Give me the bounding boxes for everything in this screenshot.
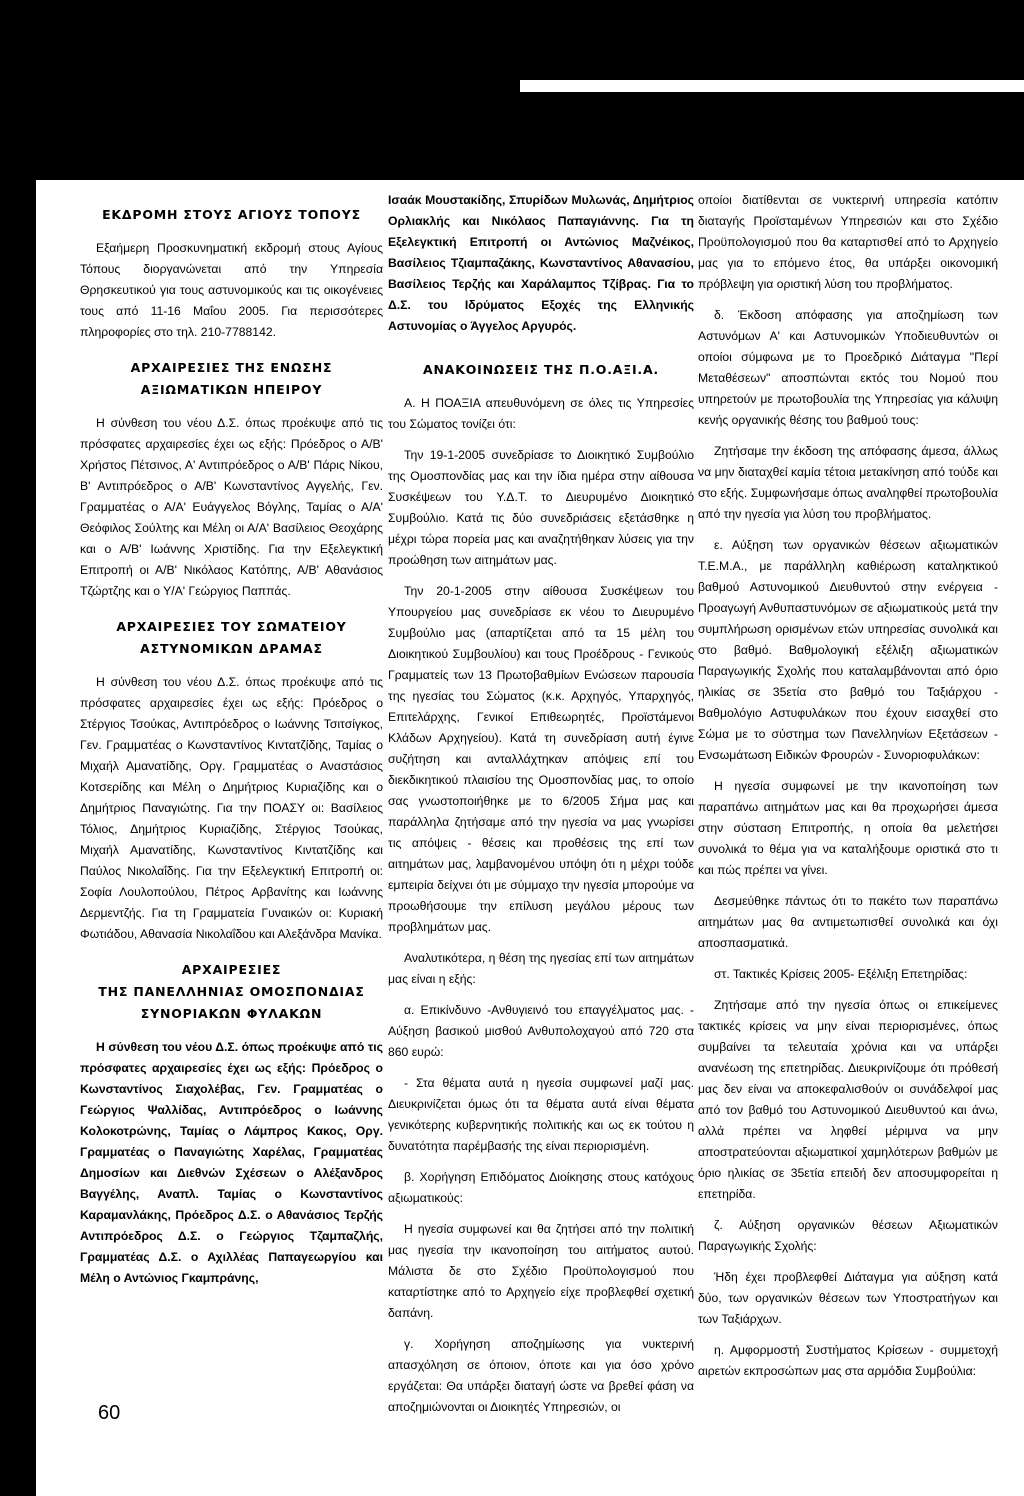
- page-number: 60: [98, 1402, 121, 1424]
- heading-line: ΑΞΙΩΜΑΤΙΚΩΝ ΗΠΕΙΡΟΥ: [140, 382, 323, 397]
- column-2: [388, 190, 694, 1428]
- column-3: [698, 190, 998, 1392]
- paragraph-a: Α. Η ΠΟΑΞΙΑ απευθυνόμενη σε όλες τις Υπηρεσίες του Σώματος τονίζει ότι:: [388, 396, 694, 431]
- heading-line: ΑΡΧΑΙΡΕΣΙΕΣ ΤΟΥ ΣΩΜΑΤΕΙΟΥ: [116, 619, 347, 634]
- paragraph-item-z-answer: Ήδη έχει προβλεφθεί Διάταγμα για αύξηση κατά δύο, των οργανικών θέσεων των Υποστρατήγων και των Ταξιάρχων.: [698, 1270, 998, 1326]
- heading-border-guards-elections: [80, 959, 383, 1025]
- column-1: [80, 190, 383, 1299]
- paragraph-drama-elections: Η σύνθεση του νέου Δ.Σ. όπως προέκυψε από τις πρόσφατες αρχαιρεσίες έχει ως εξής: Πρόεδρος ο Στέργιος Τσούκας, Αντιπρόεδρος ο Ιωάννης Τσιτσίγκος, Γεν. Γραμματέας ο Κωνσταντίνος Κιντατζίδης, Ταμίας ο Μιχαήλ Αμανατίδης, Οργ. Γραμματέας ο Αναστάσιος Κοτσερίδης και Μέλη ο Δημήτριος Κυριαζίδης και ο Δημήτριος Παναγιώτης. Για την ΠΟΑΣΥ οι: Βασίλειος Τόλιος, Δημήτριος Κυριαζίδης, Στέργιος Τσούκας, Μιχαήλ Αμανατίδης, Κωνσταντίνος Κιντατζίδης και Παύλος Νικολαΐδης. Για την Εξελεγκτική Επιτροπή οι: Σοφία Λουλοπούλου, Πέτρος Αρβανίτης και Ιωάννης Δερμεντζής. Για τη Γραμματεία Γυναικών οι: Κυριακή Φωτιάδου, Αθανασία Νικολαΐδου και Αλεξάνδρα Μανίκα.: [80, 675, 383, 941]
- magazine-page: [36, 180, 1024, 1496]
- paragraph-border-guards-elections: Η σύνθεση του νέου Δ.Σ. όπως προέκυψε από τις πρόσφατες αρχαιρεσίες έχει ως εξής: Πρόεδρος ο Κωνσταντίνος Σιαχολέβας, Γεν. Γραμματέας ο Γεώργιος Ψαλλίδας, Αντιπρόεδρος ο Ιωάννης Κολοκοτρώνης, Ταμίας ο Λάμπρος Κακος, Οργ. Γραμματέας ο Παναγιώτης Χαρέλας, Γραμματέας Δημοσίων και Διεθνών Σχέσεων ο Αλέξανδρος Βαγγέλης, Αναπλ. Ταμίας ο Κωνσταντίνος Καραμανλάκης, Πρόεδρος Δ.Σ. ο Αθανάσιος Τερζής Αντιπρόεδρος Δ.Σ. ο Γεώργιος Τζαμπαζλής, Γραμματέας Δ.Σ. ο Αχιλλέας Παπαγεωργίου και Μέλη ο Αντώνιος Γκαμπράνης,: [80, 1040, 383, 1285]
- heading-holy-land-trip: ΕΚΔΡΟΜΗ ΣΤΟΥΣ ΑΓΙΟΥΣ ΤΟΠΟΥΣ: [102, 207, 361, 222]
- paragraph-item-c: γ. Χορήγηση αποζημίωσης για νυκτερινή απασχόληση σε όποιον, όποτε και για όσο χρόνο εργάζεται: Θα υπάρξει διαταγή ώστε να βρεθεί φάση να αποζημιώνονται οι Διοικητές Υπηρεσιών, οι: [388, 1337, 694, 1414]
- paragraph-item-d: δ. Έκδοση απόφασης για αποζημίωση των Αστυνόμων Α' και Αστυνομικών Υποδιευθυντών οι οποίοι σύμφωνα με το Προεδρικό Διάταγμα "Περί Μεταθέσεων" αποσπώνται εκτός του Νομού που υπηρετούν με πρωτοβουλία της Υπηρεσίας για κάλυψη κενής οργανικής θέσης του βαθμού τους:: [698, 308, 998, 427]
- paragraph-item-c-continued: οποίοι διατίθενται σε νυκτερινή υπηρεσία κατόπιν διαταγής Προϊσταμένων Υπηρεσιών και στο Σχέδιο Προϋπολογισμού που θα καταρτισθεί από το Αρχηγείο μας για το επόμενο έτος, θα υπάρξει οικονομική πρόβλεψη για οριστική λύση του προβλήματος.: [698, 193, 998, 291]
- paragraph-item-a-answer: - Στα θέματα αυτά η ηγεσία συμφωνεί μαζί μας. Διευκρινίζεται όμως ότι τα θέματα αυτά είναι θέματα γενικότερης κυβερνητικής πολιτικής και ως εκ τούτου η δυνατότητα παρέμβασής της είναι περιορισμένη.: [388, 1076, 694, 1153]
- heading-line: ΤΗΣ ΠΑΝΕΛΛΗΝΙΑΣ ΟΜΟΣΠΟΝΔΙΑΣ: [98, 984, 365, 999]
- paragraph-extended-board: Την 20-1-2005 στην αίθουσα Συσκέψεων του Υπουργείου μας συνεδρίασε εκ νέου το Διευρυμένο Συμβούλιο μας (απαρτίζεται από τα 15 μέλη του Διοικητικού Συμβουλίου) και τους Προέδρους - Γενικούς Γραμματείς των 13 Πρωτοβαθμίων Ενώσεων παρουσία της ηγεσίας του Σώματος (κ.κ. Αρχηγός, Υπαρχηγός, Επιτελάρχης, Γενικοί Επιθεωρητές, Προϊστάμενοι Κλάδων Αρχηγείου). Κατά τη συνεδρίαση αυτή έγινε συζήτηση και ανταλλάχτηκαν απόψεις επί του διεκδικητικού πλαισίου της Ομοσπονδίας μας, το οποίο σας γνωστοποιήθηκε με το 6/2005 Σήμα μας και παράλληλα ζητήσαμε από την ηγεσία να μας γνωρίσει τις απόψεις - θέσεις και προθέσεις της επί των αιτημάτων μας, λαμβανομένου υπόψη ότι η μέχρι τούδε εμπειρία δείχνει ότι με σύμμαχο την ηγεσία μπορούμε να προωθήσουμε την επίλυση μεγάλου μέρους των προβλημάτων μας.: [388, 584, 694, 934]
- paragraph-item-b-answer: Η ηγεσία συμφωνεί και θα ζητήσει από την πολιτική μας ηγεσία την ικανοποίηση του αιτήματος αυτού. Μάλιστα δε στο Σχέδιο Προϋπολογισμού που καταρτίστηκε από το Αρχηγείο είχε προβλεφθεί σχετική δαπάνη.: [388, 1222, 694, 1320]
- heading-epirus-elections: [80, 357, 383, 401]
- paragraph-item-b: β. Χορήγηση Επιδόματος Διοίκησης στους κατόχους αξιωματικούς:: [388, 1170, 694, 1205]
- paragraph-board-meeting: Την 19-1-2005 συνεδρίασε το Διοικητικό Συμβούλιο της Ομοσπονδίας μας και την ίδια ημέρα στην αίθουσα Συσκέψεων του Υ.Δ.Τ. το Διευρυμένο Διοικητικό Συμβούλιο. Κατά τις δύο συνεδριάσεις εξετάσθηκε η μέχρι τώρα πορεία μας και αναζητήθηκαν λύσεις για την προώθηση των αιτημάτων μας.: [388, 448, 694, 567]
- paragraph-item-z: ζ. Αύξηση οργανικών θέσεων Αξιωματικών Παραγωγικής Σχολής:: [698, 1218, 998, 1253]
- paragraph-item-h: η. Αμφορμοστή Συστήματος Κρίσεων - συμμετοχή αιρετών εκπροσώπων μας στα αρμόδια Συμβούλια:: [698, 1343, 998, 1378]
- paragraph-item-a: α. Επικίνδυνο -Ανθυγιεινό του επαγγέλματος μας. - Αύξηση βασικού μισθού Ανθυπολοχαγού από 720 στα 860 ευρώ:: [388, 1003, 694, 1059]
- paragraph-commitment: Δεσμεύθηκε πάντως ότι το πακέτο των παραπάνω αιτημάτων μας θα αντιμετωπισθεί συνολικά και όχι αποσπασματικά.: [698, 894, 998, 950]
- paragraph-epirus-elections: Η σύνθεση του νέου Δ.Σ. όπως προέκυψε από τις πρόσφατες αρχαιρεσίες έχει ως εξής: Πρόεδρος ο Α/Β' Χρήστος Πέτσινος, Α' Αντιπρόεδρος ο Α/Β' Πάρις Νίκου, Β' Αντιπρόεδρος ο Α/Β' Κωνσταντίνος Αγγελής, Γεν. Γραμματέας ο Α/Α' Ευάγγελος Βόγλης, Ταμίας ο Α/Α' Θεόφιλος Σούλτης και Μέλη οι Α/Α' Βασίλειος Θεοχάρης και ο Α/Β' Ιωάννης Χριστίδης. Για την Εξελεγκτική Επιτροπή οι Α/Β' Νικόλαος Κατόπης, Α/Β' Αθανάσιος Τζώρτζης και ο Υ/Α' Γεώργιος Παππάς.: [80, 416, 383, 598]
- paragraph-holy-land-trip: Εξαήμερη Προσκυνηματική εκδρομή στους Αγίους Τόπους διοργανώνεται από την Υπηρεσία Θρησκευτικού για τους αστυνομικούς και τις οικογένειες τους από 11-16 Μαΐου 2005. Για περισσότερες πληροφορίες στο τηλ. 210-7788142.: [80, 241, 383, 339]
- paragraph-item-st-answer: Ζητήσαμε από την ηγεσία όπως οι επικείμενες τακτικές κρίσεις να μην είναι περιορισμένες, όπως συμβαίνει τα τελευταία χρόνια και να υπάρξει ανανέωση της επετηρίδας. Διευκρινίζουμε ότι πρόθεσή μας δεν είναι να αποκεφαλισθούν οι συνάδελφοί μας από τον βαθμό του Αστυνομικού Διευθυντού και άνω, αλλά πρέπει να ληφθεί μέριμνα να μην αποστρατεύονται αξιωματικοί χαμηλότερων βαθμών με όριο ηλικίας σε 35ετία επειδή δεν αποσυμφορείται η επετηρίδα.: [698, 998, 998, 1201]
- paragraph-continued-names: Ισαάκ Μουστακίδης, Σπυρίδων Μυλωνάς, Δημήτριος Ορλιακλής και Νικόλαος Παπαγιάννης. Για τη Εξελεγκτική Επιτροπή οι Αντώνιος Μαζνέικος, Βασίλειος Τζιαμπαζάκης, Κωνσταντίνος Αθανασίου, Βασίλειος Τερζής και Χαράλαμπος Τζίβρας. Για το Δ.Σ. του Ιδρύματος Εξοχές της Ελληνικής Αστυνομίας ο Άγγελος Αργυρός.: [388, 193, 694, 333]
- paragraph-item-e-answer: Η ηγεσία συμφωνεί με την ικανοποίηση των παραπάνω αιτημάτων μας και θα προχωρήσει άμεσα στην σύσταση Επιτροπής, η οποία θα μελετήσει συνολικά το θέμα για να καταλήξουμε οριστικά στο τι και πώς πρέπει να γίνει.: [698, 779, 998, 877]
- heading-line: ΣΥΝΟΡΙΑΚΩΝ ΦΥΛΑΚΩΝ: [140, 1006, 323, 1021]
- top-black-bar-edge: [520, 80, 1024, 92]
- heading-poaxia-announcements: ΑΝΑΚΟΙΝΩΣΕΙΣ ΤΗΣ Π.Ο.ΑΞΙ.Α.: [423, 362, 659, 377]
- paragraph-item-st: στ. Τακτικές Κρίσεις 2005- Εξέλιξη Επετηρίδας:: [714, 967, 968, 981]
- paragraph-analysis: Αναλυτικότερα, η θέση της ηγεσίας επί των αιτημάτων μας είναι η εξής:: [388, 951, 694, 986]
- heading-line: ΑΣΤΥΝΟΜΙΚΩΝ ΔΡΑΜΑΣ: [140, 641, 323, 656]
- paragraph-item-e: ε. Αύξηση των οργανικών θέσεων αξιωματικών Τ.Ε.Μ.Α., με παράλληλη καθιέρωση καταληκτικού βαθμού Αστυνομικού Διευθυντού στην ενέργεια - Προαγωγή Ανθυπαστυνόμων σε αξιωματικούς μετά την συμπλήρωση ορισμένων ετών υπηρεσίας συνολικά και στο βαθμό. Βαθμολογική εξέλιξη αξιωματικών Παραγωγικής Σχολής που καταλαμβάνονται από όριο ηλικίας σε 35ετία στο βαθμό του Ταξιάρχου - Βαθμολόγιο Αστυφυλάκων που έχουν εισαχθεί στο Σώμα με το σύστημα των Πανελληνίων Εξετάσεων - Ενσωμάτωση Ειδικών Φρουρών - Συνοριοφυλάκων:: [698, 538, 998, 762]
- heading-line: ΑΡΧΑΙΡΕΣΙΕΣ ΤΗΣ ΕΝΩΣΗΣ: [130, 360, 333, 375]
- heading-line: ΑΡΧΑΙΡΕΣΙΕΣ: [181, 962, 282, 977]
- heading-drama-elections: [80, 616, 383, 660]
- paragraph-item-d-answer: Ζητήσαμε την έκδοση της απόφασης άμεσα, άλλως να μην διαταχθεί καμία τέτοια μετακίνηση από τούδε και στο εξής. Συμφωνήσαμε όπως αναληφθεί πρωτοβουλία από την ηγεσία για λύση του προβλήματος.: [698, 444, 998, 521]
